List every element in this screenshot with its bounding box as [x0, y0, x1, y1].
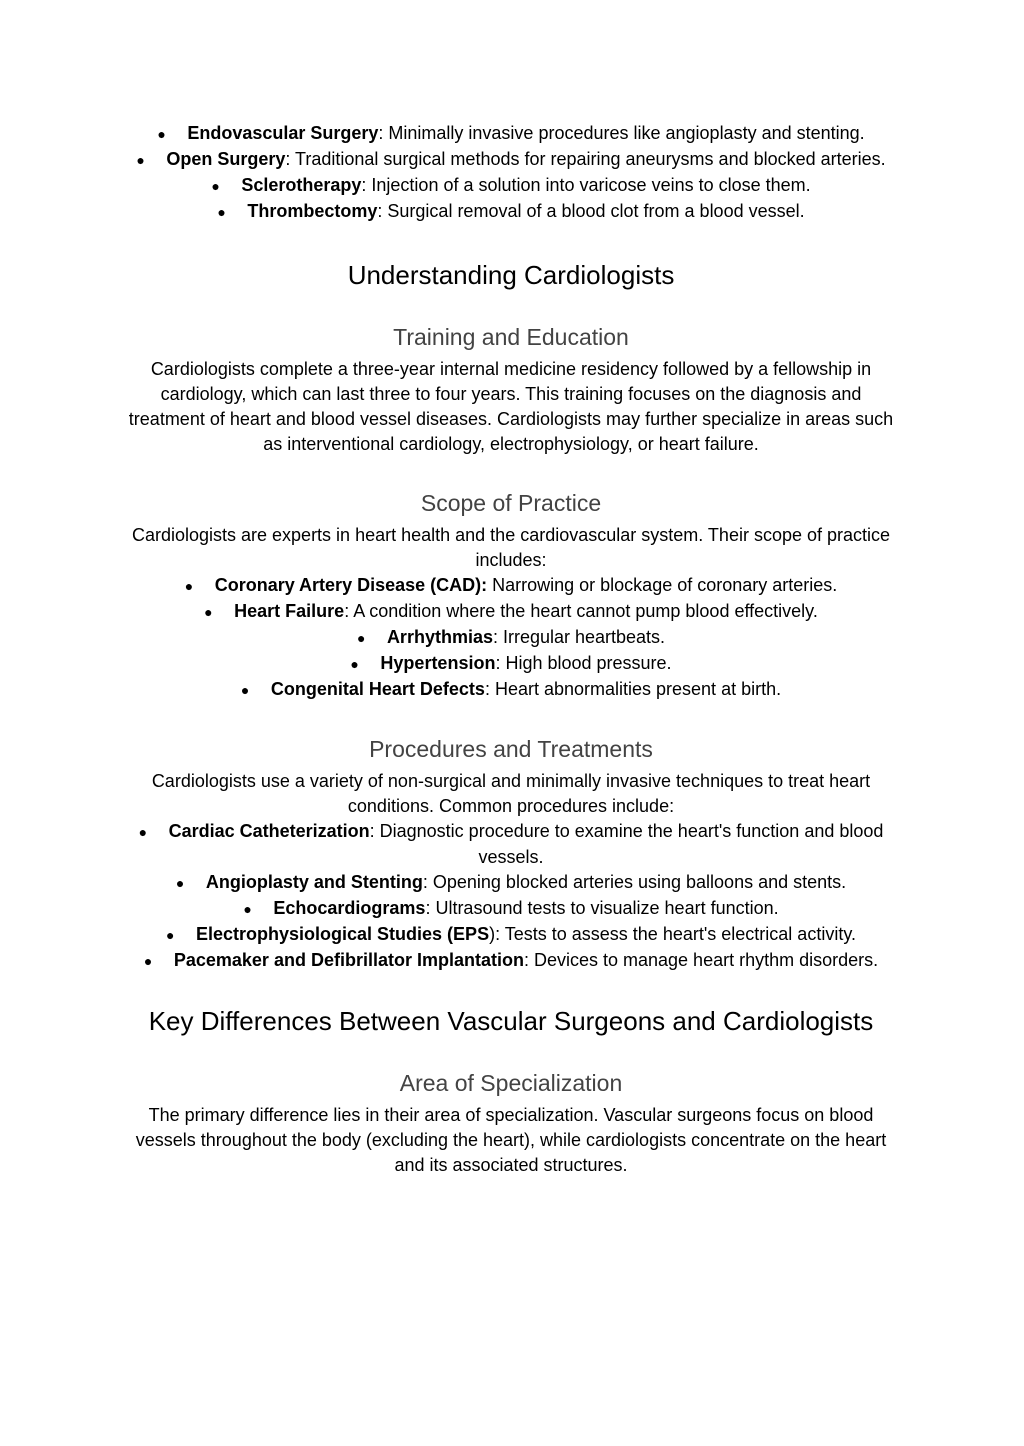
bullet-icon: ●: [204, 604, 213, 620]
list-item-term: Cardiac Catheterization: [168, 821, 370, 841]
list-item-text: : A condition where the heart cannot pump blood effectively.: [344, 601, 818, 621]
list-item: [125, 147, 897, 173]
list-item: [125, 121, 897, 147]
list-item: [125, 651, 897, 677]
training-paragraph: Cardiologists complete a three-year internal medicine residency followed by a fellowship in cardiology, which can last three to four years. This training focuses on the diagnosis and treatment of heart and blood vessel diseases. Cardiologists may further specialize in areas such as interventional cardiology, electrophysiology, or heart failure.: [128, 359, 894, 454]
list-item-term: Pacemaker and Defibrillator Implantation: [173, 950, 524, 970]
list-item-term: Congenital Heart Defects: [270, 679, 485, 699]
list-item-text: : Devices to manage heart rhythm disorders.: [523, 950, 879, 970]
vascular-procedures-list: [125, 121, 897, 225]
list-item-term: Sclerotherapy: [241, 175, 362, 195]
list-item-term: Echocardiograms: [273, 898, 426, 918]
heading-procedures-treatments: Procedures and Treatments: [369, 736, 653, 762]
bullet-icon: ●: [136, 152, 145, 168]
list-item-text: : Diagnostic procedure to examine the heart's function and blood vessels.: [369, 821, 884, 867]
list-item-text: : Traditional surgical methods for repairing aneurysms and blocked arteries.: [285, 149, 886, 169]
list-item-term: Open Surgery: [166, 149, 286, 169]
list-item: [125, 819, 897, 870]
bullet-icon: ●: [211, 178, 220, 194]
list-item-text: : Irregular heartbeats.: [492, 627, 666, 647]
area-paragraph: The primary difference lies in their area of specialization. Vascular surgeons focus on blood vessels throughout the body (excluding the heart), while cardiologists concentrate on the heart and its associated structures.: [135, 1105, 887, 1175]
bullet-icon: ●: [350, 656, 359, 672]
bullet-icon: ●: [157, 126, 166, 142]
list-item-term: Endovascular Surgery: [187, 123, 379, 143]
list-item: [125, 870, 897, 896]
bullet-icon: ●: [184, 578, 194, 594]
list-item: [125, 677, 897, 703]
list-item-term: Arrhythmias: [386, 627, 493, 647]
section-title-cardiologists: Understanding Cardiologists: [347, 260, 675, 290]
list-item-term: Thrombectomy: [247, 201, 378, 221]
list-item: [125, 199, 897, 225]
scope-paragraph: Cardiologists are experts in heart health and the cardiovascular system. Their scope of practice includes:: [131, 525, 891, 570]
bullet-icon: ●: [240, 682, 250, 698]
list-item-term: Electrophysiological Studies (EPS: [196, 924, 490, 944]
list-item-term: Coronary Artery Disease (CAD):: [214, 575, 488, 595]
list-item-text: : High blood pressure.: [495, 653, 672, 673]
list-item-text: : Injection of a solution into varicose veins to close them.: [361, 175, 811, 195]
list-item-text: : Surgical removal of a blood clot from a blood vessel.: [377, 201, 805, 221]
bullet-icon: ●: [175, 875, 185, 891]
heading-training-education: Training and Education: [393, 324, 629, 350]
scope-list: [125, 573, 897, 703]
list-item-term: Heart Failure: [234, 601, 345, 621]
list-item: [125, 922, 897, 948]
list-item-text: ): Tests to assess the heart's electrical activity.: [489, 924, 856, 944]
list-item-term: Angioplasty and Stenting: [205, 872, 423, 892]
list-item-text: : Ultrasound tests to visualize heart function.: [425, 898, 779, 918]
list-item: [125, 573, 897, 599]
list-item-text: : Heart abnormalities present at birth.: [484, 679, 782, 699]
list-item-text: Narrowing or blockage of coronary arteries.: [487, 575, 838, 595]
document-page: [125, 121, 897, 1178]
section-title-key-differences: Key Differences Between Vascular Surgeons and Cardiologists: [148, 1006, 874, 1036]
heading-scope-of-practice: Scope of Practice: [420, 490, 602, 516]
bullet-icon: ●: [138, 824, 148, 840]
list-item: [125, 948, 897, 974]
bullet-icon: ●: [243, 901, 252, 917]
bullet-icon: ●: [217, 204, 226, 220]
bullet-icon: ●: [356, 630, 366, 646]
list-item: [125, 599, 897, 625]
list-item-text: : Minimally invasive procedures like angioplasty and stenting.: [378, 123, 865, 143]
bullet-icon: ●: [166, 927, 175, 943]
bullet-icon: ●: [143, 953, 153, 969]
procedures-paragraph: Cardiologists use a variety of non-surgical and minimally invasive techniques to treat heart conditions. Common procedures include:: [151, 771, 871, 816]
list-item: [125, 173, 897, 199]
list-item: [125, 896, 897, 922]
heading-area-of-specialization: Area of Specialization: [399, 1070, 623, 1096]
list-item-text: : Opening blocked arteries using balloons and stents.: [422, 872, 847, 892]
list-item-term: Hypertension: [380, 653, 496, 673]
list-item: [125, 625, 897, 651]
procedures-list: [125, 819, 897, 974]
